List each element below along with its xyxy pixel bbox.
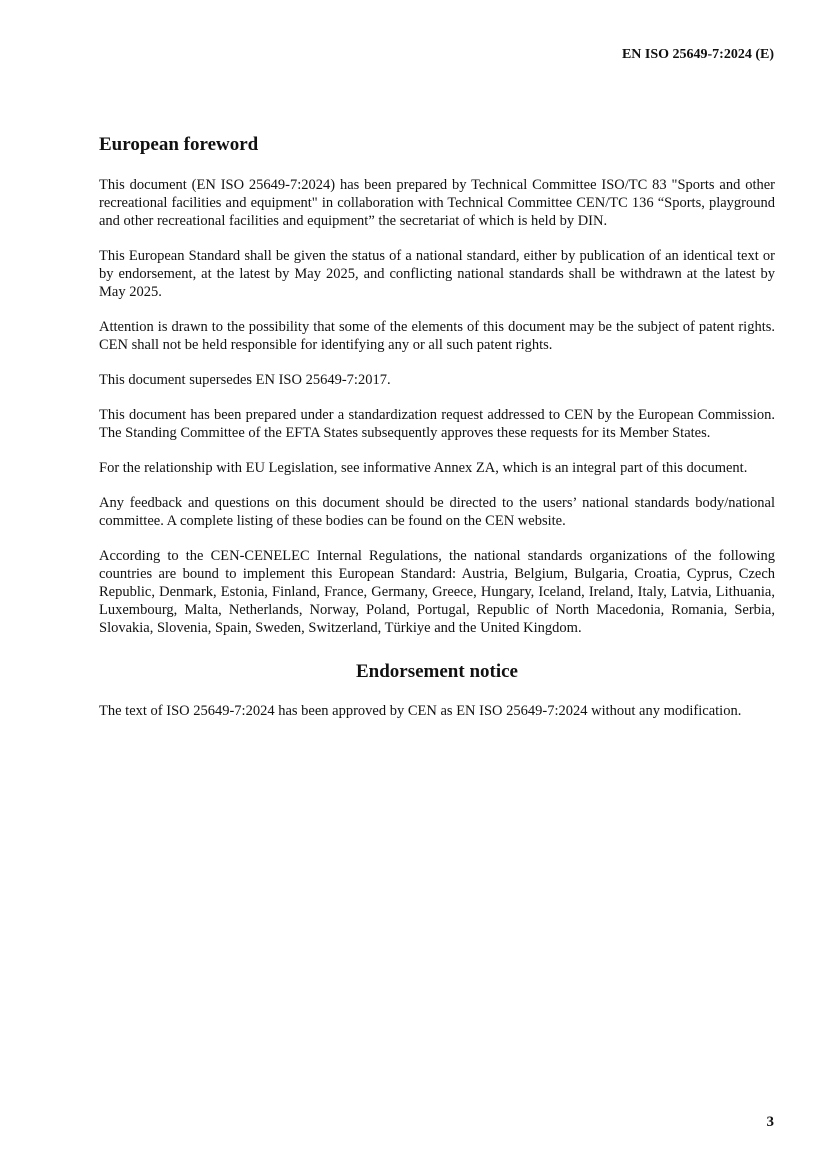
foreword-paragraph: This European Standard shall be given the status of a national standard, either by publication of an identical text or by endorsement, at the latest by May 2025, and conflicting national standards shall be withdrawn at the latest by May 2025. [99, 248, 775, 300]
foreword-paragraph: This document has been prepared under a standardization request addressed to CEN by the European Commission. The Standing Committee of the EFTA States subsequently approves these requests for its Member States. [99, 407, 775, 441]
foreword-paragraph: Any feedback and questions on this document should be directed to the users’ national standards body/national committee. A complete listing of these bodies can be found on the CEN website. [99, 495, 775, 529]
endorsement-title: Endorsement notice [355, 661, 518, 682]
foreword-paragraph: Attention is drawn to the possibility that some of the elements of this document may be the subject of patent rights. CEN shall not be held responsible for identifying any or all such patent rights. [99, 319, 775, 353]
endorsement-text: The text of ISO 25649-7:2024 has been approved by CEN as EN ISO 25649-7:2024 without any modification. [99, 703, 742, 719]
foreword-paragraph: According to the CEN-CENELEC Internal Regulations, the national standards organizations of the following countries are bound to implement this European Standard: Austria, Belgium, Bulgaria, Croatia, Cyprus, Czech Republic, Denmark, Estonia, Finland, France, Germany, Greece, Hungary, Iceland, Ireland, Italy, Latvia, Lithuania, Luxembourg, Malta, Netherlands, Norway, Poland, Portugal, Republic of North Macedonia, Romania, Serbia, Slovakia, Slovenia, Spain, Sweden, Switzerland, Türkiye and the United Kingdom. [99, 548, 775, 636]
foreword-paragraph: This document (EN ISO 25649-7:2024) has been prepared by Technical Committee ISO/TC 83 "Sports and other recreational facilities and equipment" in collaboration with Technical Committee CEN/TC 136 “Sports, playground and other recreational facilities and equipment” the secretariat of which is held by DIN. [99, 177, 775, 229]
foreword-paragraph: This document supersedes EN ISO 25649-7:2017. [99, 372, 391, 388]
document-reference: EN ISO 25649-7:2024 (E) [621, 47, 774, 62]
page-content [99, 134, 775, 737]
foreword-paragraph: For the relationship with EU Legislation, see informative Annex ZA, which is an integral part of this document. [99, 460, 748, 476]
page-number: 3 [766, 1114, 774, 1130]
foreword-title: European foreword [99, 134, 259, 155]
